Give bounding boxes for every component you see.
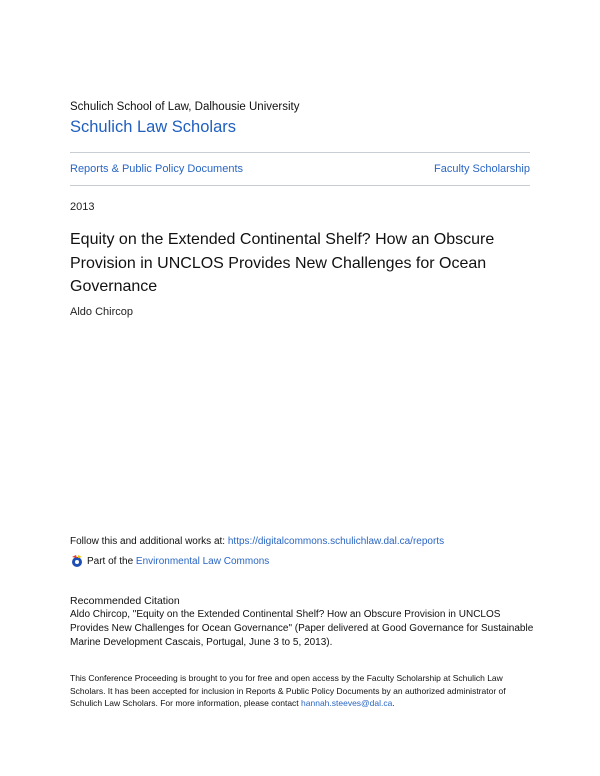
- access-notice-text: This Conference Proceeding is brought to you for free and open access by the Faculty Scholarship at Schulich Law Scholars. It has been accepted for inclusion in Reports & Public Policy Documents by an authorized administrator of Schulich Law Scholars. For more information, please contact: [70, 673, 506, 708]
- divider: [70, 152, 530, 153]
- part-of-label: Part of the: [87, 555, 134, 567]
- document-title: Equity on the Extended Continental Shelf? How an Obscure Provision in UNCLOS Provides New Challenges for Ocean Governance: [70, 231, 495, 295]
- document-author: Aldo Chircop: [70, 306, 133, 318]
- part-of-line: [70, 554, 269, 568]
- bepress-commons-icon: [70, 554, 84, 568]
- repository-name[interactable]: Schulich Law Scholars: [70, 118, 236, 136]
- citation-text: Aldo Chircop, "Equity on the Extended Continental Shelf? How an Obscure Provision in UNCLOS Provides New Challenges for Ocean Governance" (Paper delivered at Good Governance for Sustainable Marine Development Cascais, Portugal, June 3 to 5, 2013).: [70, 609, 534, 648]
- contact-email-link[interactable]: hannah.steeves@dal.ca: [301, 698, 393, 708]
- collection-link[interactable]: Faculty Scholarship: [434, 163, 530, 175]
- publication-year: 2013: [70, 201, 95, 213]
- series-link[interactable]: Reports & Public Policy Documents: [70, 163, 244, 175]
- access-notice: This Conference Proceeding is brought to you for free and open access by the Faculty Scholarship at Schulich Law Scholars. It has been accepted for inclusion in Reports & Public Policy Documents by an authorized administrator of Schulich Law Scholars. For more information, please contact hannah.steeves@dal.ca.: [70, 673, 506, 708]
- institution-name: Schulich School of Law, Dalhousie University: [70, 101, 300, 113]
- follow-label: Follow this and additional works at:: [70, 536, 228, 547]
- follow-url-link[interactable]: https://digitalcommons.schulichlaw.dal.ca/reports: [227, 536, 445, 547]
- environmental-law-commons-link[interactable]: Environmental Law Commons: [135, 555, 270, 567]
- follow-line: [70, 536, 444, 547]
- citation-heading: Recommended Citation: [70, 595, 180, 607]
- divider: [70, 185, 530, 186]
